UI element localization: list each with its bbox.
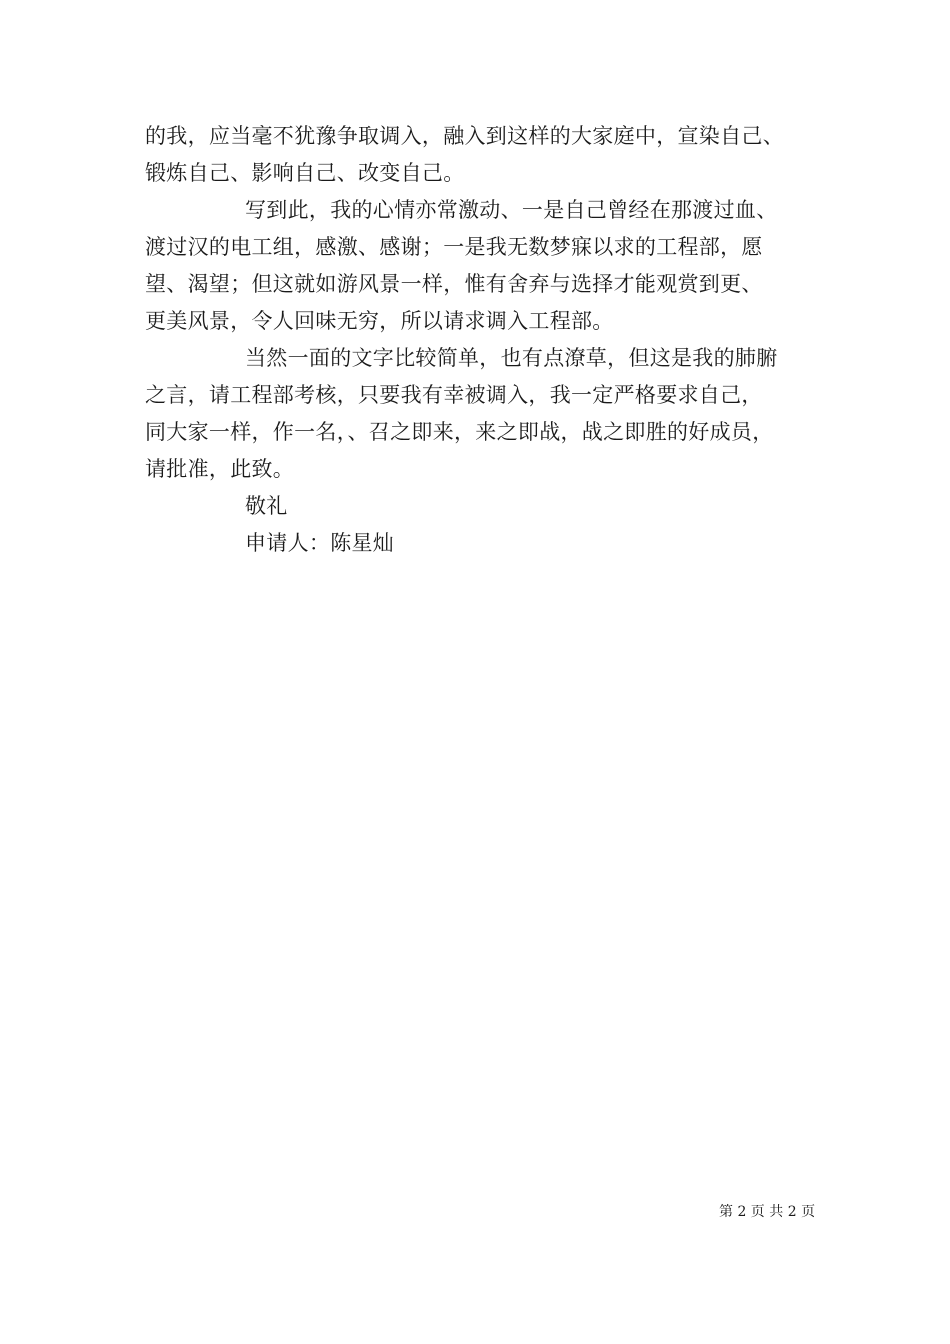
text-line: 的我，应当毫不犹豫争取调入，融入到这样的大家庭中，宣染自己、: [145, 124, 784, 148]
applicant-signature-line: 申请人：陈星灿: [245, 531, 395, 555]
text-line: 望、渴望；但这就如游风景一样，惟有舍弃与选择才能观赏到更、: [145, 272, 763, 296]
text-line: 更美风景，令人回味无穷，所以请求调入工程部。: [145, 309, 614, 333]
text-line: 渡过汉的电工组，感激、感谢；一是我无数梦寐以求的工程部，愿: [145, 235, 763, 259]
paragraph-start-line: 写到此，我的心情亦常激动、一是自己曾经在那渡过血、: [245, 198, 778, 222]
text-line: 请批准，此致。: [145, 457, 295, 481]
document-body: [145, 118, 835, 562]
text-line: 同大家一样，作一名，、召之即来，来之即战，战之即胜的好成员，: [145, 420, 774, 444]
text-line: 锻炼自己、影响自己、改变自己。: [145, 161, 465, 185]
page-number-footer: 第 2 页 共 2 页: [719, 1204, 816, 1220]
text-line: 之言，请工程部考核，只要我有幸被调入，我一定严格要求自己，: [145, 383, 763, 407]
closing-salutation: 敬礼: [245, 494, 288, 518]
paragraph-start-line: 当然一面的文字比较简单，也有点潦草，但这是我的肺腑: [245, 346, 778, 370]
